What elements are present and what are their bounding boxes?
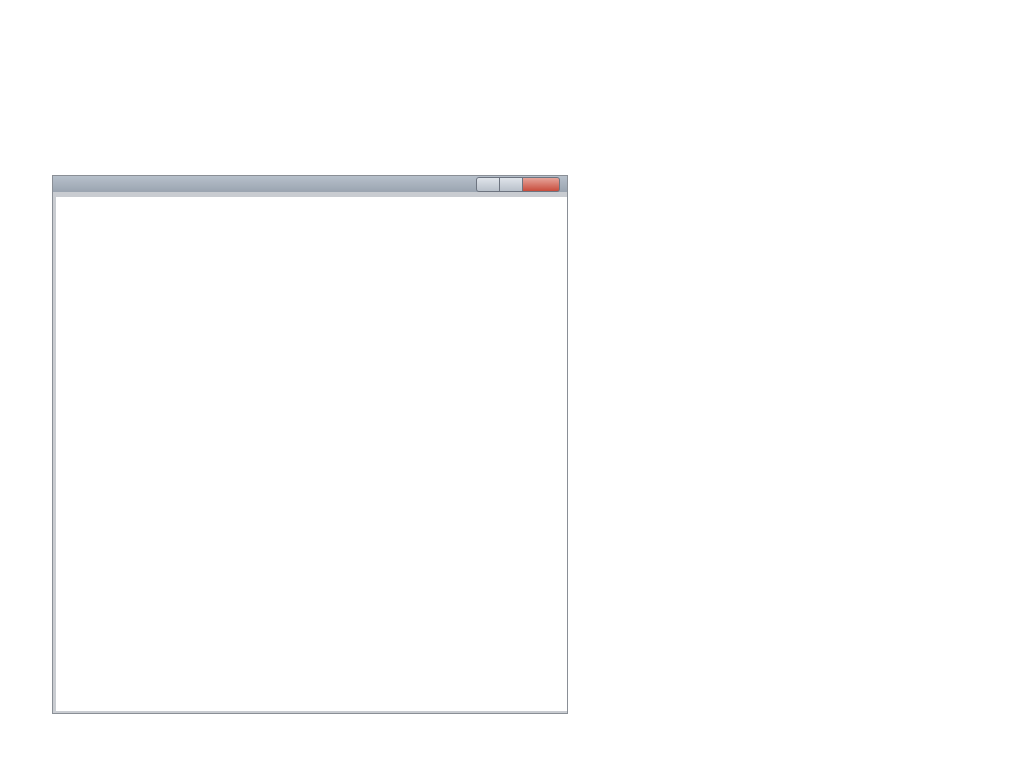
maximize-button[interactable] xyxy=(500,177,523,192)
minimize-button[interactable] xyxy=(476,177,500,192)
close-button[interactable] xyxy=(523,177,560,192)
window-titlebar[interactable] xyxy=(53,176,567,192)
window-client-area xyxy=(56,197,567,711)
app-window xyxy=(52,175,568,714)
window-controls xyxy=(476,177,560,192)
